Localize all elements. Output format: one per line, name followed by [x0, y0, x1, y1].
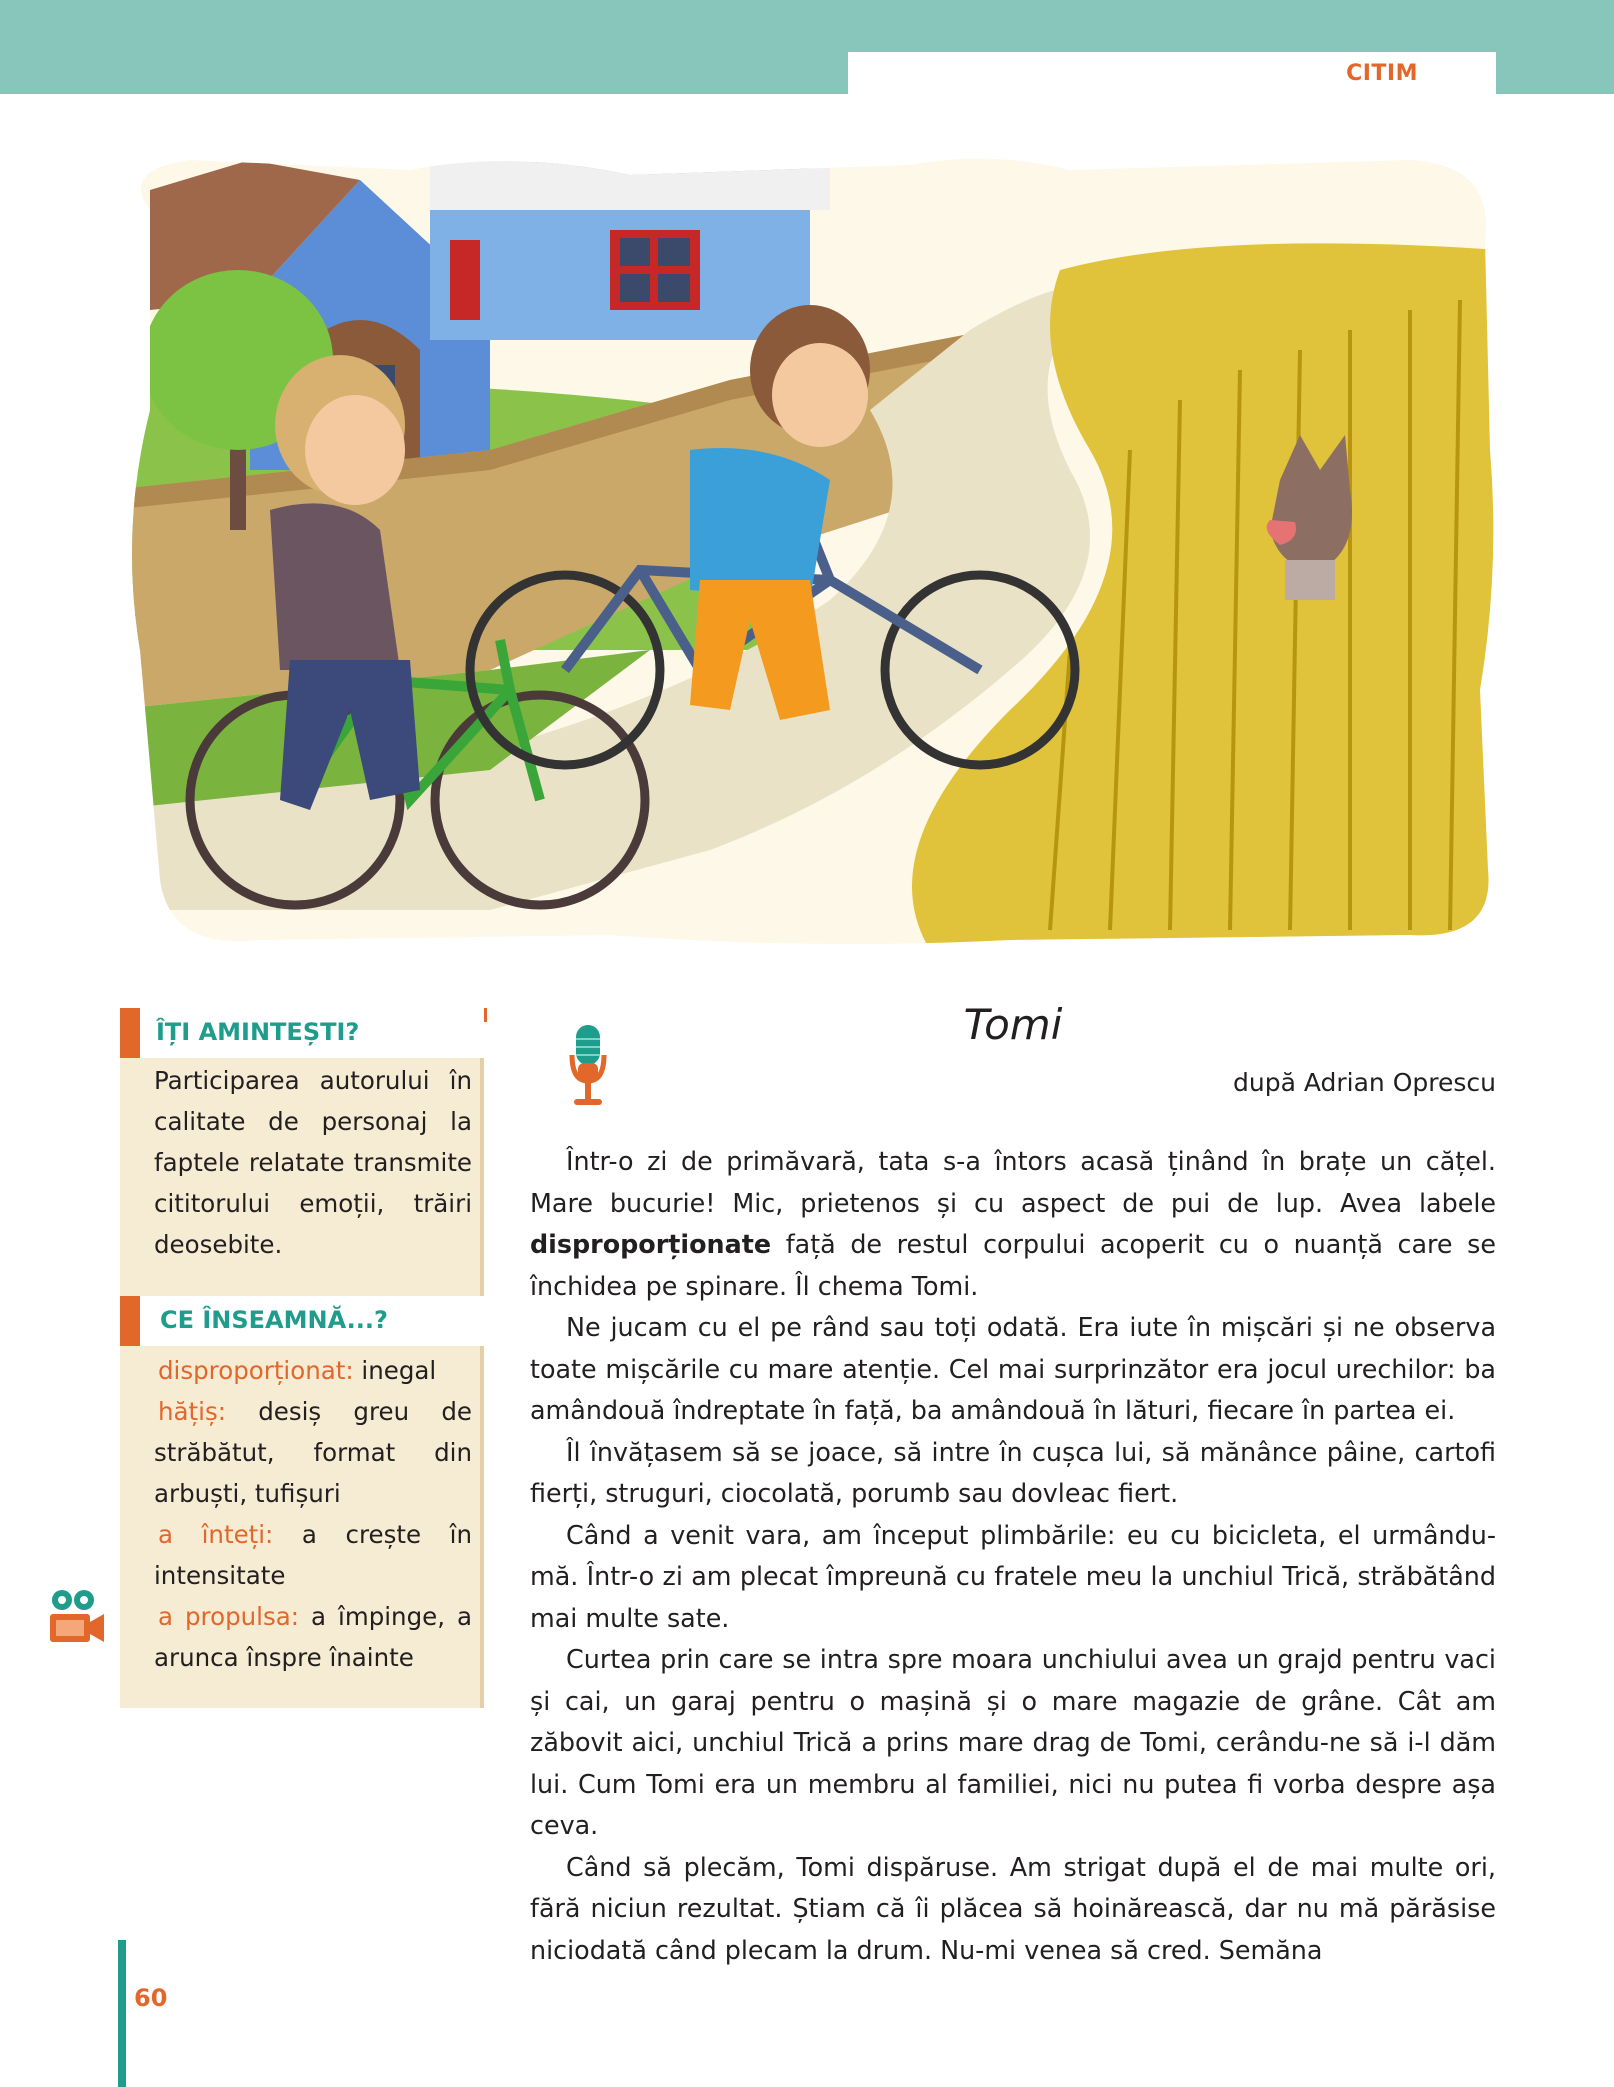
section-tab	[848, 52, 1496, 98]
remember-header	[120, 1008, 484, 1058]
section-label: CITIM	[1346, 61, 1418, 86]
glossary-word: disproporționate	[530, 1229, 772, 1259]
remember-title: ÎȚI AMINTEȘTI?	[156, 1018, 360, 1046]
glossary-header-bar	[120, 1296, 140, 1346]
story-illustration	[110, 150, 1500, 950]
glossary-list	[154, 1350, 472, 1678]
glossary-term: hățiș:	[158, 1397, 226, 1426]
glossary-entry	[154, 1596, 472, 1678]
glossary-term: a înteți:	[158, 1520, 274, 1549]
story-title: Tomi	[963, 1000, 1063, 1049]
remember-header-bar	[120, 1008, 140, 1058]
glossary-definition: a împinge, a arunca înspre înainte	[154, 1602, 472, 1672]
glossary-entry	[154, 1350, 472, 1391]
paragraph: Într-o zi de primăvară, tata s-a întors acasă ținând în brațe un cățel. Mare bucurie! Mic, prietenos și cu aspect de pui de lup. Avea labele disproporționate față de restul corpului acoperit cu o nuanță care se închidea pe spinare. Îl chema Tomi.	[530, 1146, 1496, 1301]
page-number: 60	[134, 1984, 168, 2012]
glossary-definition: desiș greu de străbătut, format din arbuști, tufișuri	[154, 1397, 472, 1508]
glossary-entry	[154, 1391, 472, 1514]
footer-bar	[118, 1940, 126, 2087]
paragraph: Când a venit vara, am început plimbările: eu cu bicicleta, el urmându-mă. Într-o zi am plecat împreună cu fratele meu la unchiul Trică, străbătând mai multe sate.	[530, 1519, 1496, 1633]
paragraph: Îl învățasem să se joace, să intre în cușca lui, să mănânce pâine, cartofi fierți, struguri, ciocolată, porumb sau dovleac fiert.	[530, 1436, 1496, 1508]
film-projector-icon[interactable]	[46, 1588, 106, 1648]
glossary-definition: inegal	[353, 1356, 437, 1385]
glossary-definition: a crește în intensitate	[154, 1520, 473, 1590]
paragraph: Curtea prin care se intra spre moara unchiului avea un grajd pentru vaci și cai, un garaj pentru o mașină și o mare magazie de grâne. Cât am zăbovit aici, unchiul Trică a prins mare drag de Tomi, cerându-ne să i-l dăm lui. Cum Tomi era un membru al familiei, nici nu putea fi vorba despre așa ceva.	[530, 1644, 1496, 1840]
paragraph: Ne jucam cu el pe rând sau toți odată. Era iute în mișcări și ne observa toate mișcările cu mare atenție. Cel mai surprinzător era jocul urechilor: ba amândouă îndreptate în față, ba amândouă în lături, fiecare în partea ei.	[530, 1312, 1496, 1425]
story-text	[530, 1141, 1496, 1971]
remember-text: Participarea autorului în calitate de personaj la faptele relatate transmite cititorului emoții, trăiri deosebite.	[154, 1066, 472, 1259]
paragraph: Când să plecăm, Tomi dispăruse. Am strigat după el de mai multe ori, fără niciun rezultat. Știam că îi plăcea să hoinărească, dar nu mă părăsise niciodată când plecam la drum. Nu-mi venea să cred. Semăna	[530, 1851, 1496, 1965]
glossary-entry	[154, 1514, 472, 1596]
story-author: după Adrian Oprescu	[1233, 1068, 1496, 1097]
glossary-header	[120, 1296, 484, 1346]
glossary-title: CE ÎNSEAMNĂ...?	[160, 1306, 388, 1334]
glossary-term: a propulsa:	[158, 1602, 300, 1631]
glossary-term: disproporționat:	[158, 1356, 354, 1385]
